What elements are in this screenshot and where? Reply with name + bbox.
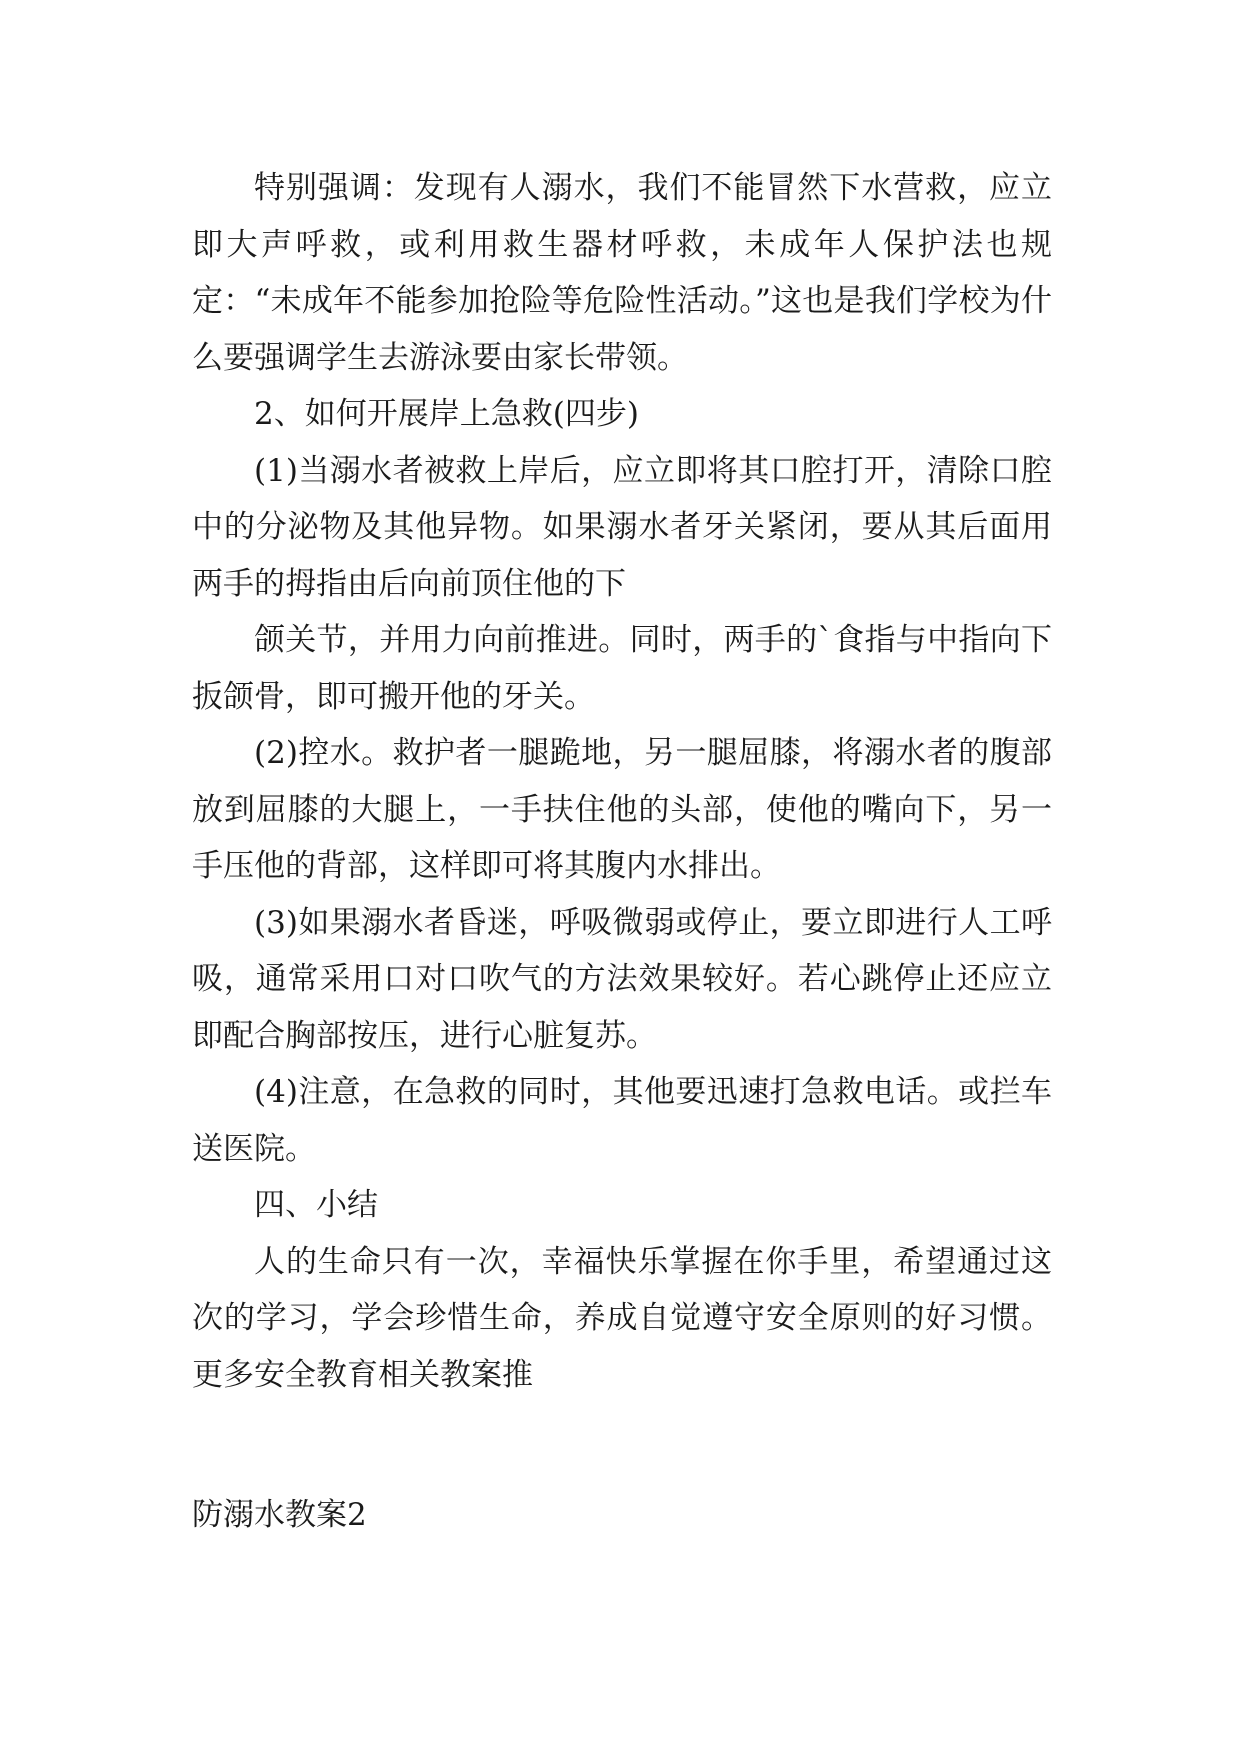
document-body	[192, 160, 1052, 1403]
paragraph-step-1: (1)当溺水者被救上岸后，应立即将其口腔打开，清除口腔中的分泌物及其他异物。如果溺水者牙关紧闭，要从其后面用两手的拇指由后向前顶住他的下	[192, 452, 1052, 602]
paragraph-emphasis: 特别强调：发现有人溺水，我们不能冒然下水营救，应立即大声呼救，或利用救生器材呼救，未成年人保护法也规定：“未成年不能参加抢险等危险性活动。”这也是我们学校为什么要强调学生去游泳要由家长带领。	[192, 170, 1052, 376]
paragraph-summary: 人的生命只有一次，幸福快乐掌握在你手里，希望通过这次的学习，学会珍惜生命，养成自觉遵守安全原则的好习惯。更多安全教育相关教案推	[192, 1243, 1052, 1393]
paragraph-step-1-continued: 颌关节，并用力向前推进。同时，两手的`食指与中指向下扳颌骨，即可搬开他的牙关。	[192, 622, 1052, 715]
next-document-title: 防溺水教案2	[192, 1497, 367, 1533]
section-heading-rescue: 2、如何开展岸上急救(四步)	[254, 396, 639, 432]
section-heading-summary: 四、小结	[254, 1187, 378, 1223]
paragraph-step-3: (3)如果溺水者昏迷，呼吸微弱或停止，要立即进行人工呼吸，通常采用口对口吹气的方法效果较好。若心跳停止还应立即配合胸部按压，进行心脏复苏。	[192, 904, 1052, 1054]
paragraph-step-2: (2)控水。救护者一腿跪地，另一腿屈膝，将溺水者的腹部放到屈膝的大腿上，一手扶住他的头部，使他的嘴向下，另一手压他的背部，这样即可将其腹内水排出。	[192, 735, 1052, 884]
paragraph-step-4: (4)注意，在急救的同时，其他要迅速打急救电话。或拦车送医院。	[192, 1074, 1052, 1167]
